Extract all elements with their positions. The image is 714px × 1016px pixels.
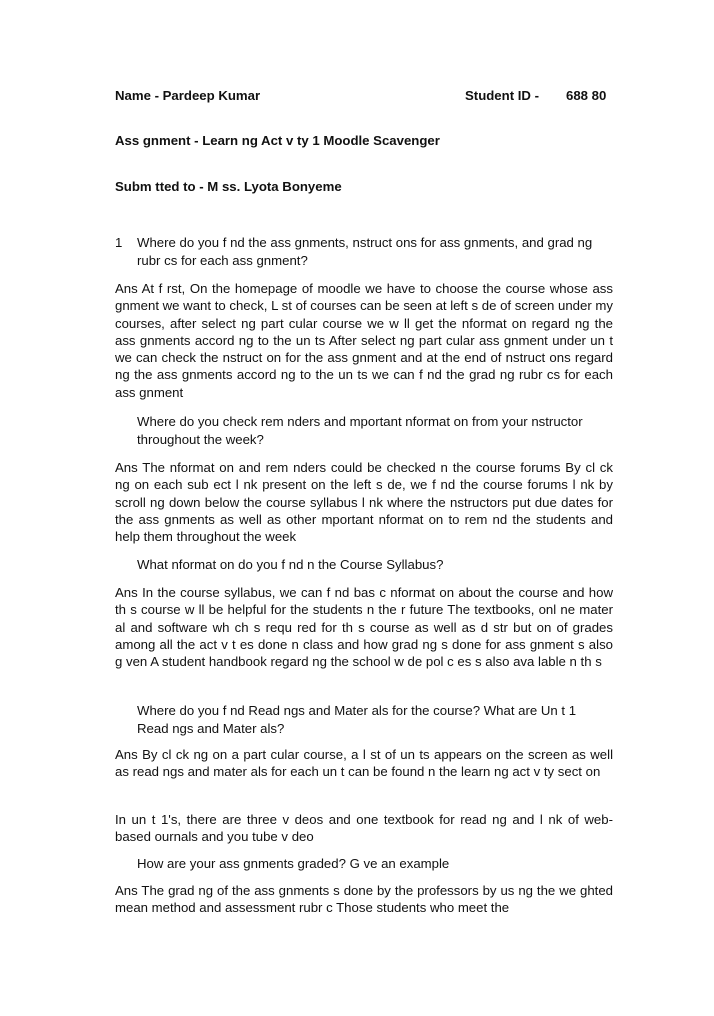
question-text: Where do you f nd the ass gnments, nstruct ons for ass gnments, and grad ng rubr cs for each ass gnment?: [137, 235, 593, 268]
question-text: What nformat on do you f nd n the Course Syllabus?: [137, 557, 444, 572]
question-4: [115, 702, 605, 737]
question-1: [115, 234, 605, 269]
question-2: [115, 413, 605, 448]
submitted-to: Subm tted to - M ss. Lyota Bonyeme: [115, 179, 342, 194]
student-name: Name - Pardeep Kumar: [115, 88, 261, 103]
answer-1: Ans At f rst, On the homepage of moodle we have to choose the course whose ass gnment we want to check, L st of courses can be seen at left s de of screen under my courses, after select ng part cular course we w ll get the nformat on regard ng the ass gnments accord ng to the un ts After select ng part cular ass gnment under un t we can check the nstruct on for the ass gnment and at the end of nstruct ons regard ng the ass gnments accord ng to the un ts we can f nd the grad ng rubr cs for each ass gnment: [115, 281, 613, 400]
question-text: Where do you f nd Read ngs and Mater als for the course? What are Un t 1 Read ngs and Mater als?: [137, 703, 577, 736]
answer-2: Ans The nformat on and rem nders could be checked n the course forums By cl ck ng on each sub ect l nk present on the left s de, we f nd the course forums l nk by scroll ng down below the course syllabus l nk where the nstructors put due dates for the ass gnments as well as other mportant nformat on to rem nd the students and help them throughout the week: [115, 460, 613, 545]
answer-3: Ans In the course syllabus, we can f nd bas c nformat on about the course and how th s course w ll be helpful for the students n the r future The textbooks, onl ne mater al and software wh ch s requ red for th s course as well as d str but on of grades among all the act v t es done n class and how grad ng s done for ass gnment s also g ven A student handbook regard ng the school w de pol c es s also ava lable n th s: [115, 585, 613, 670]
assignment-title: Ass gnment - Learn ng Act v ty 1 Moodle Scavenger: [115, 133, 440, 148]
question-text: Where do you check rem nders and mportant nformat on from your nstructor throughout the week?: [137, 414, 583, 447]
question-text: How are your ass gnments graded? G ve an example: [137, 856, 450, 871]
student-id-value: 688 80: [566, 88, 607, 103]
answer-4: Ans By cl ck ng on a part cular course, a l st of un ts appears on the screen as well as read ngs and mater als for each un t can be found n the learn ng act v ty sect on: [115, 747, 613, 780]
question-number: 1: [115, 235, 123, 250]
answer-4-extra: In un t 1's, there are three v deos and one textbook for read ng and l nk of web-based ournals and you tube v deo: [115, 812, 613, 845]
student-id-label: Student ID -: [465, 88, 539, 103]
answer-5: Ans The grad ng of the ass gnments s done by the professors by us ng the we ghted mean method and assessment rubr c Those students who meet the: [115, 883, 613, 916]
question-5: [115, 855, 605, 873]
question-3: [115, 556, 605, 574]
